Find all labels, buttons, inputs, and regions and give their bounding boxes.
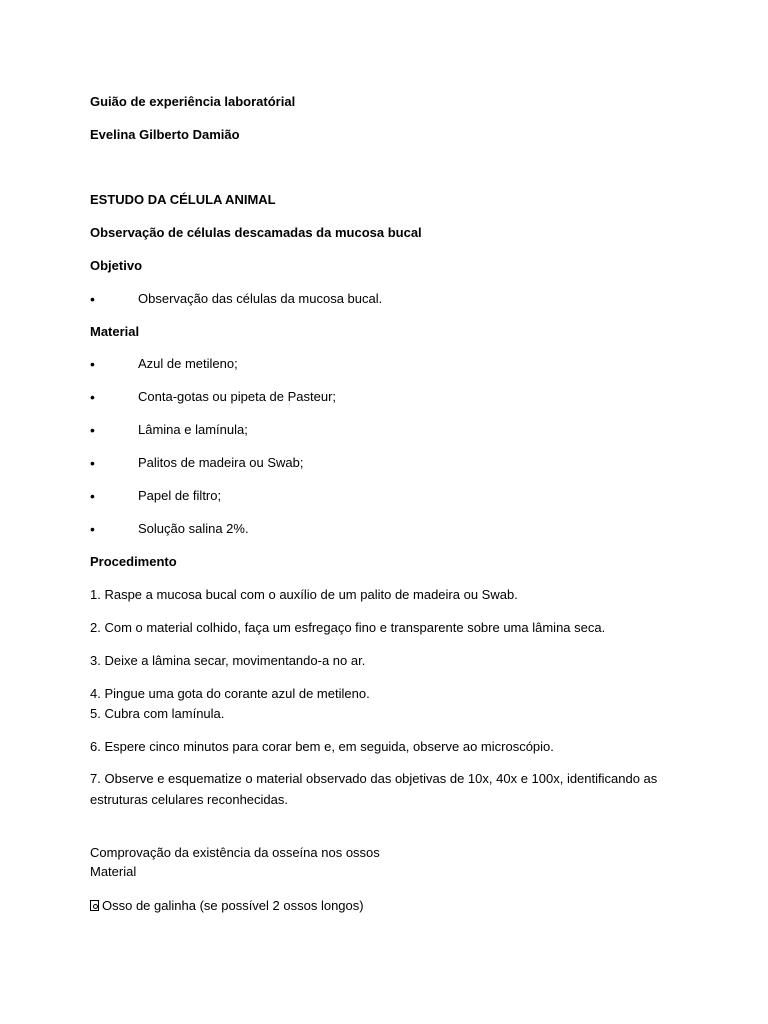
material-item-text: Papel de filtro; [138, 488, 222, 503]
bullet-icon: • [90, 488, 95, 504]
section-subheading: Observação de células descamadas da mucosa bucal [90, 225, 422, 240]
material-item-text: Palitos de madeira ou Swab; [138, 455, 304, 470]
second-experiment-item [90, 896, 364, 916]
procedure-step: 6. Espere cinco minutos para corar bem e, em seguida, observe ao microscópio. [90, 739, 554, 754]
material-item-text: Lâmina e lamínula; [138, 422, 248, 437]
document-title: Guião de experiência laboratórial [90, 94, 296, 109]
second-experiment-title: Comprovação da existência da osseína nos ossos [90, 845, 380, 860]
procedure-step: 4. Pingue uma gota do corante azul de metileno. [90, 686, 370, 701]
objective-heading: Objetivo [90, 258, 143, 273]
procedure-step-continuation: estruturas celulares reconhecidas. [90, 792, 288, 807]
procedure-step: 3. Deixe a lâmina secar, movimentando-a no ar. [90, 653, 366, 668]
material-item-text: Solução salina 2%. [138, 521, 249, 536]
second-experiment-material-label: Material [90, 864, 137, 879]
bullet-icon: • [90, 389, 95, 405]
bullet-icon: • [90, 455, 95, 471]
section-heading: ESTUDO DA CÉLULA ANIMAL [90, 192, 276, 207]
procedure-step: 1. Raspe a mucosa bucal com o auxílio de um palito de madeira ou Swab. [90, 587, 518, 602]
material-heading: Material [90, 324, 140, 339]
missing-glyph-icon [90, 900, 99, 911]
procedure-heading: Procedimento [90, 554, 177, 569]
procedure-step: 2. Com o material colhido, faça um esfregaço fino e transparente sobre uma lâmina seca. [90, 620, 606, 635]
author-name: Evelina Gilberto Damião [90, 127, 240, 142]
procedure-step: 7. Observe e esquematize o material observado das objetivas de 10x, 40x e 100x, identificando as [90, 771, 658, 786]
bullet-icon: • [90, 291, 95, 307]
bullet-icon: • [90, 356, 95, 372]
second-experiment-item-text: Osso de galinha (se possível 2 ossos longos) [102, 898, 364, 913]
material-item-text: Conta-gotas ou pipeta de Pasteur; [138, 389, 337, 404]
procedure-step: 5. Cubra com lamínula. [90, 706, 225, 721]
objective-item-text: Observação das células da mucosa bucal. [138, 291, 383, 306]
bullet-icon: • [90, 422, 95, 438]
material-item-text: Azul de metileno; [138, 356, 238, 371]
bullet-icon: • [90, 521, 95, 537]
